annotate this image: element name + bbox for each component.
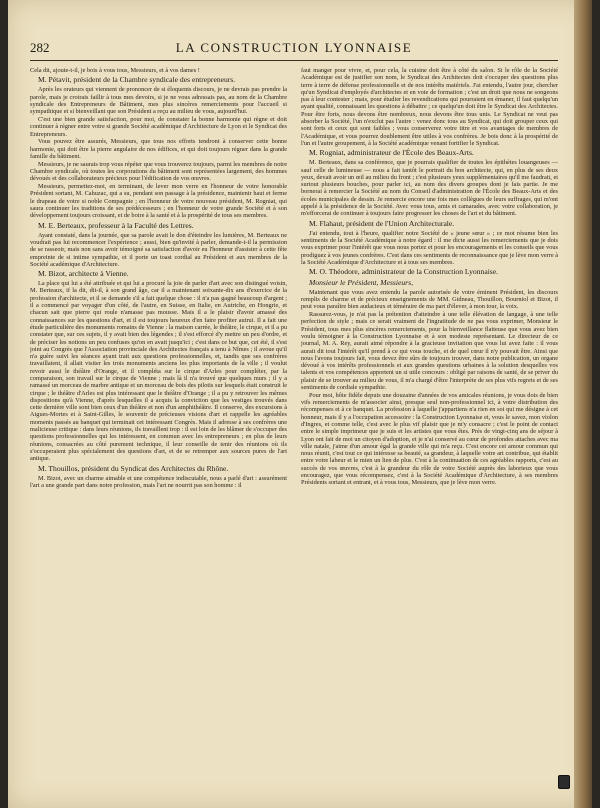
speaker-heading: M. Thouillos, président du Syndicat des Architectes du Rhône.: [38, 463, 229, 473]
paragraph: Cela dit, ajoute-t-il, je bois à vous tous, Messieurs, et à vos dames !: [30, 67, 200, 74]
speaker-heading: M. Pétavit, président de la Chambre syndicale des entrepreneurs.: [38, 75, 236, 85]
paragraph: Pour moi, hôte fidèle depuis une douzaine d'années de vos amicales réunions, je vous dois de bien vifs remerciements de m'associer ainsi, presque seul non-professionnel ici, à votre distribution des récompenses et à ce banquet. La profession à laquelle j'appartiens n'a rien en soi qui me désigne à cet honneur, mais il y a l'occupation accessoire : la Construction Lyonnaise et, vous le savez, mon violon d'Ingres, et comme telle, c'est avec le plus vif plaisir que je m'y consacre ; c'est le point de contact entre le simple imprimeur que je suis et les artistes que vous êtes. Près de vingt-cinq ans de séjour à Lyon ont fait de moi un citoyen d'adoption, et je n'ai conservé au cœur de profondes attaches avec ma ville natale, j'aime d'un amour égal la grande ville qui m'a reçu. C'est encore cet amour commun qui nous réunit, c'est tout ce qui intéresse sa beauté, sa grandeur, à laquelle votre art contribue, qui établit entre votre labeur et le mien un lien de plus. C'est à la continuation de ces agréables rapports, c'est au succès de vos œuvres, c'est à la grandeur du rôle de votre Société auprès des laborieux que vous encouragez, que vous récompensez, c'est à la Société Académique d'Architecture, à ses membres Présidents sortant et entrant, et à vous tous, Messieurs, que je lève mon verre.: [301, 391, 558, 487]
speaker-heading: M. Flahaut, président de l'Union Architecturale.: [309, 218, 455, 228]
paragraph: C'est une bien grande satisfaction, pour moi, de constater la bonne harmonie qui règne et doit continuer à régner entre votre si grande Société académique d'Architecture de Lyon et le Syndicat des Entrepreneurs.: [30, 115, 287, 138]
page-number: 282: [30, 40, 50, 55]
journal-title: LA CONSTRUCTION LYONNAISE: [175, 40, 413, 55]
speaker-heading: M. Rogniat, administrateur de l'École des Beaux-Arts.: [309, 148, 474, 158]
paragraph: Rassurez-vous, je n'ai pas la prétention d'atteindre à une telle élévation de langage, à une telle perfection de style ; mais ce serait vraiment de l'ingratitude de ne pas vous exprimer, Monsieur le Président, tous mes plus sincères remerciements, pour la bienveillance flatteuse que vous avez bien voulu témoigner à la Construction Lyonnaise et à son modeste représentant. Le directeur de ce journal, M. A. Rey, aurait aimé répondre à la gracieuse invitation que vous lui avez faite : il vous aurait dit tout l'intérêt qu'il prend à ce qui vous touche, et de quel cœur il n'y pouvait être. Ainsi que nous l'avons toujours fait, vous devez être sûrs de toujours trouver, dans notre publication, un organe dévoué à vos intérêts professionnels et aux grandes questions urbaines à la solution desquelles vos talents et vos compétences apportent un si utile concours : obligé par raisons de santé, de se priver du plaisir de se trouver au milieu de vous, il m'a chargé d'être l'interprète de ses plus vifs regrets et de ses sentiments de cordiale sympathie.: [301, 311, 558, 391]
speaker-heading: M. O. Théodore, administrateur de la Construction Lyonnaise.: [309, 267, 499, 277]
page-header: [30, 40, 558, 56]
paragraph: Ayant constaté, dans la journée, que sa parole avait le don d'éteindre les lumières, M. Berteaux ne voudrait pas lui recommencer l'expérience ; aussi, bien qu'invité à parler, demande-t-il la permission de se rasseoir, mais non sans avoir témoigné sa satisfaction d'avoir eu l'honneur d'assister à cette fête empreinte de si intime sympathie, et il porte un toast cordial au Président et aux membres de la Société académique d'Architecture.: [30, 231, 287, 268]
header-rule: [30, 60, 558, 61]
speaker-heading: M. E. Berteaux, professeur à la Faculté des Lettres.: [38, 220, 194, 230]
paragraph: Messieurs, permettez-moi, en terminant, de lever mon verre en l'honneur de votre honorable Président sortant, M. Cahuzac, qui a su, pendant son passage à la présidence, maintenir haut et ferme le drapeau de votre si noble Compagnie ; en l'honneur de votre nouveau président, M. Rogniat, qui saura continuer les traditions de ses prédécesseurs ; en l'honneur de votre grande Société et à son développement toujours croissant, et de boire à la santé et à la prospérité de tous ses membres.: [30, 183, 287, 220]
paragraph: M. Bizot, avec un charme aimable et une compétence indiscutable, nous a parlé d'art : assurément l'art a une grande part dans notre profession, mais l'art ne nourrit pas son homme : il: [30, 474, 287, 489]
paragraph: La place qui lui a été attribuée et qui lui a procuré la joie de parler d'art avec son distingué voisin, M. Berteaux, if la dit, dit-il, à son grand âge, car il a maintenant soixante-dix ans d'exercice de la profession d'architecte, et il se demande s'il a fait quelque chose : il n'a pas gagné beaucoup d'argent ; il a commencé par voyager d'un côté, de l'autre, en Suisse, en Italie, en Autriche, en Hongrie, et chacun sait que pierre qui roule n'amasse pas mousse. Mais il a le plaisir d'avoir amassé des connaissances sur les questions d'art, et il est toujours heureux d'en faire profiter autrui. Il a fait une étude particulière des monuments romains de Vienne : la maison carrée, le théâtre, le cirque, et il a pu constater que, sur ces sujets, il y avait bien des légendes ; il s'est efforcé d'y mettre un peu d'ordre, et de préciser les notions un peu confuses qu'on en avait jusqu'ici ; c'est dans ce but que, cet été, il s'est joint au Congrès que l'Association provinciale des Architectes français a tenu à Nîmes ; il avoue qu'il n'a guère suivi les séances ayant trait aux questions professionnelles, et, tandis que ses confrères travaillaient, il allait visiter les trois monuments anciens les plus importants de la ville ; il voulut revoir aussi le théâtre d'Orange, et il compléta sur le cirque d'Arles pour compléter, par la comparaison, son travail sur le cirque de Vienne ; mais là il n'a trouvé que quelques murs ; il y a ramassé un morceau de marbre antique et un morceau de bois des pilotis sur lesquels était construit le cirque ; le théâtre d'Arles est plus intéressant que le théâtre d'Orange ; il a pu y retrouver les mêmes dispositions qu'à Vienne, d'après lesquelles il a acquis la conviction que les vestiges trouvés dans cette dernière ville sont bien ceux d'un théâtre et non d'un amphithéâtre. Il conserve, des excursions à Aigues-Mortes et à Saint-Gilles, le souvenir de précieuses visions d'art et rappelle les agréables moments passés au banquet qui terminait cet intéressant Congrès. Mais il adresse à ses confrères une malicieuse critique : dans leurs réunions, ils travaillent trop : il est loin de les blâmer de s'occuper des questions professionnelles qui les intéressent, en commun avec les entrepreneurs ; en plus de leurs réunions, consacrées au côté purement technique, il leur conseille de tenir des réunions où ils s'occuperaient plus spécialement des questions d'art, et de se retremper aux sources pures de l'art antique.: [30, 280, 287, 463]
library-stamp: [558, 775, 570, 789]
paragraph: Maintenant que vous avez entendu la parole autorisée de votre éminent Président, les discours remplis de charme et de précieux enseignements de MM. Gidneau, Thouillon, Bourniol et Bizot, il peut vous paraître bien audacieux et téméraire de ma part d'élever, à mon tour, la voix.: [301, 288, 558, 311]
journal-page: [8, 0, 592, 808]
paragraph: Après les orateurs qui viennent de prononcer de si éloquents discours, je ne devrais pas prendre la parole, mais je croirais faillir à tous mes devoirs, si je ne vous adressais pas, au nom de la Chambre syndicale des Entrepreneurs de Bâtiment, mes plus sincères remerciements pour l'accueil si sympathique et si bienveillant que son Président a reçu au milieu de vous, aujourd'hui.: [30, 86, 287, 116]
speaker-heading: M. Bizot, architecte à Vienne.: [38, 269, 129, 279]
binding-edge: [574, 0, 592, 808]
right-column: [301, 67, 558, 789]
left-column: [30, 67, 287, 789]
paragraph: M. Berteaux, dans sa conférence, que je pourrais qualifier de toutes les épithètes louangeuses — sauf celle de lumineuse — nous a fait tantôt le portrait du bon architecte, qui, en plus de ses deux yeux, devait avoir un œil au milieu du front ; c'est plusieurs yeux supplémentaires qu'il me faudrait, et surtout plusieurs bouches, pour parler ici, au nom des divers groupes dont je fais partie. Je me bornerai à remercier la Société au nom du Conseil d'administration de l'École des Beaux-Arts et des écoles municipales de dessin. Je remercie encore une fois mes collègues de leurs suffrages, qui m'ont appelé à la présidence de la Société. Avec vous tous, amis et camarades, avec votre collaboration, je m'efforcerai de continuer à toujours faire progresser les choses de l'art et du bâtiment.: [301, 159, 558, 218]
paragraph: Vous pouvez être assurés, Messieurs, que tous nos efforts tendront à conserver cette bonne harmonie, qui doit être la pierre angulaire de nos édifices, et qui doit toujours régner dans la grande famille du bâtiment.: [30, 138, 287, 160]
paragraph: J'ai entendu, tout à l'heure, qualifier notre Société de « jeune sœur » ; ce mot résume bien les sentiments de la Société Académique à notre égard : il me dicte aussi les remerciements que je dois vous exprimer pour l'intérêt que vous nous portez et pour les encouragements et les conseils que vous prodiguez à vos jeunes confrères. C'est dans ces sentiments de reconnaissance que je lève mon verre à la Société Académique d'Architecture et à tous ses membres.: [301, 229, 558, 266]
paragraph: faut manger pour vivre, et, pour cela, la cuisine doit être à côté du salon. Si le rôle de la Société Académique est de justifier son nom, le Syndicat des Architectes doit s'occuper des questions plus terre à terre de défense professionnelle et de nos intérêts matériels. J'ai entendu, l'autre jour, chercher qu'un Syndicat d'employés d'architectes et en voie de formation ; c'est un droit que nous ne songeons pas à leur contester ; mais, pour étudier les revendications qui pourraient en émaner, il faut quelqu'un ayant qualité, connaissant les questions à débattre ; ce quelqu'un doit être le Syndicat des Architectes. Pour être forts, nous devons être nombreux, nous devons être tous unis. Le Syndicat ne veut pas absorber la Société, l'un n'exclut pas l'autre : venez donc tous au Syndicat, qui doit grouper ceux qui sont forts et ceux qui sont faibles ; vous conserverez votre titre et vos avantages de membres de l'Académique, et vous pourrez doublement être utiles à vos confrères. Je bois donc à la prospérité de l'un et l'autre groupement, à la Société académique venant fortifier le Syndicat.: [301, 67, 558, 147]
paragraph: Messieurs, je ne saurais trop vous répéter que vous trouverez toujours, parmi les membres de notre Chambre syndicale, où toutes les corporations du bâtiment sont représentées largement, des hommes dévoués et des collaborateurs précieux pour l'édification de vos œuvres.: [30, 160, 287, 183]
speaker-heading: Monsieur le Président, Messieurs,: [309, 277, 413, 287]
